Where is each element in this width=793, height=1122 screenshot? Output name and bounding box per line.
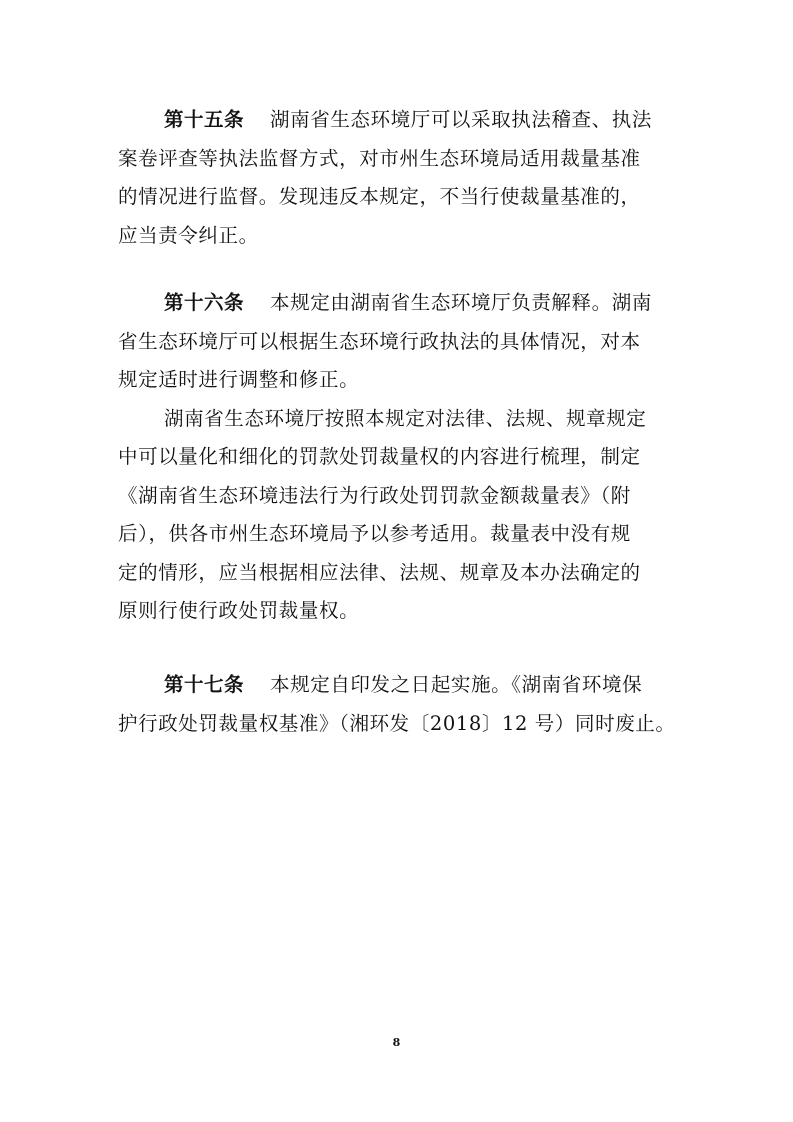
article-17-line-1 (118, 666, 678, 705)
article-16-para2-line-3: 《湖南省生态环境违法行为行政处罚罚款金额裁量表》（附 (118, 483, 631, 507)
article-17-text-1: 本规定自印发之日起实施。《湖南省环境保 (270, 673, 643, 696)
article-17-heading: 第十七条 (164, 673, 245, 696)
article-15-line-2: 案卷评查等执法监督方式，对市州生态环境局适用裁量基准 (118, 146, 641, 170)
article-16-line-2: 省生态环境厅可以根据生态环境行政执法的具体情况，对本 (118, 329, 641, 353)
article-15-text-1: 湖南省生态环境厅可以采取执法稽查、执法 (270, 108, 652, 131)
article-15-heading: 第十五条 (164, 108, 245, 131)
article-15-line-4: 应当责令纠正。 (118, 223, 259, 247)
article-17-line-2: 护行政处罚裁量权基准》（湘环发〔2018〕12 号）同时废止。 (118, 711, 676, 735)
article-16-para2-line-5: 定的情形，应当根据相应法律、法规、规章及本办法确定的 (118, 560, 641, 584)
article-15-line-3: 的情况进行监督。发现违反本规定，不当行使裁量基准的， (118, 185, 641, 208)
article-16-para2-line-1: 湖南省生态环境厅按照本规定对法律、法规、规章规定 (164, 406, 647, 430)
article-15-line-1 (118, 101, 678, 140)
article-16-para2-line-4: 后），供各市州生态环境局予以参考适用。裁量表中没有规 (118, 522, 631, 545)
article-15 (118, 101, 678, 255)
article-16-para2-line-2: 中可以量化和细化的罚款处罚裁量权的内容进行梳理，制定 (118, 445, 641, 468)
article-17 (118, 666, 678, 743)
article-16 (118, 284, 678, 631)
article-16-text-1: 本规定由湖南省生态环境厅负责解释。湖南 (270, 291, 652, 314)
article-16-line-3: 规定适时进行调整和修正。 (118, 368, 360, 391)
article-16-line-1 (118, 284, 678, 323)
page-number: 8 (392, 1036, 401, 1049)
article-16-para2-line-6: 原则行使行政处罚裁量权。 (118, 599, 360, 622)
article-16-heading: 第十六条 (164, 291, 245, 314)
